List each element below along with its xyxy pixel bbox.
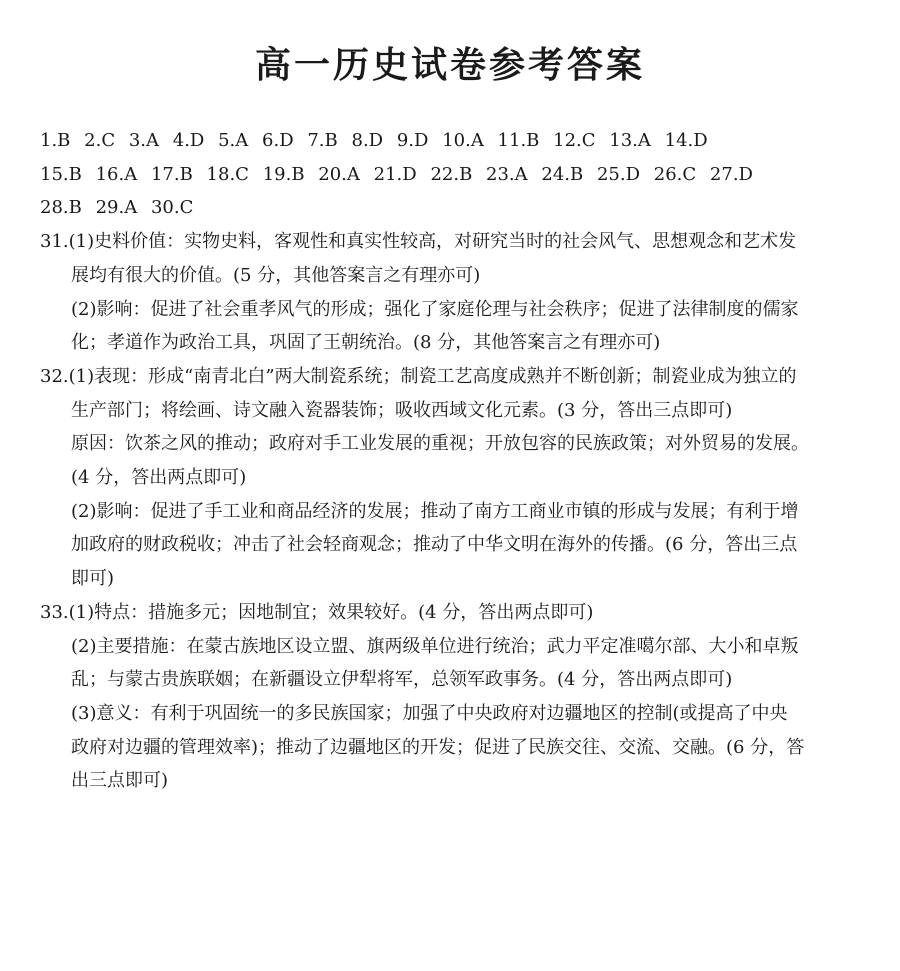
mc-answer: 4.D xyxy=(172,130,205,151)
answer-line: 即可) xyxy=(71,568,115,590)
mc-answer: 14.D xyxy=(664,130,708,151)
mc-answer: 2.C xyxy=(84,130,116,151)
answer-line: 32.(1)表现：形成“南青北白”两大制瓷系统；制瓷工艺高度成熟并不断创新；制瓷业成为独立的 xyxy=(40,365,797,387)
mc-answer: 18.C xyxy=(206,163,249,185)
mc-row xyxy=(40,191,860,225)
mc-row xyxy=(40,158,860,192)
page-title: 高一历史试卷参考答案 xyxy=(254,45,645,86)
mc-answer: 1.B xyxy=(40,130,71,151)
mc-answer: 5.A xyxy=(218,130,249,151)
answer-line: (4 分，答出两点即可) xyxy=(71,467,247,489)
mc-answer: 21.D xyxy=(373,163,417,185)
mc-answer: 28.B xyxy=(40,197,82,219)
mc-answer: 17.B xyxy=(150,163,193,185)
answer-line: 加政府的财政税收；冲击了社会轻商观念；推动了中华文明在海外的传播。(6 分，答出三点 xyxy=(71,534,798,556)
mc-answer: 20.A xyxy=(318,163,360,185)
mc-answer: 9.D xyxy=(396,130,429,151)
answer-line: 政府对边疆的管理效率)；推动了边疆地区的开发；促进了民族交往、交流、交融。(6 分，答 xyxy=(71,736,805,758)
mc-answer: 6.D xyxy=(262,130,294,151)
mc-answer: 3.A xyxy=(128,130,160,151)
answer-line: (2)影响：促进了社会重孝风气的形成；强化了家庭伦理与社会秩序；促进了法律制度的儒家 xyxy=(71,298,799,320)
mc-answer: 25.D xyxy=(596,163,641,185)
mc-answer: 27.D xyxy=(709,163,753,185)
question-33-answer xyxy=(40,596,860,798)
answer-line: (2)影响：促进了手工业和商品经济的发展；推动了南方工商业市镇的形成与发展；有利于增 xyxy=(71,500,799,522)
mc-answer: 10.A xyxy=(442,130,484,151)
answer-line: 生产部门；将绘画、诗文融入瓷器装饰；吸收西域文化元素。(3 分，答出三点即可) xyxy=(71,399,733,421)
mc-answer: 8.D xyxy=(351,130,384,151)
multiple-choice-answers xyxy=(40,124,860,225)
mc-answer: 22.B xyxy=(430,163,473,185)
answer-line: (2)主要措施：在蒙古族地区设立盟、旗两级单位进行统治；武力平定准噶尔部、大小和卓叛 xyxy=(71,635,799,657)
answer-line: 化；孝道作为政治工具，巩固了王朝统治。(8 分，其他答案言之有理亦可) xyxy=(71,332,661,354)
mc-answer: 29.A xyxy=(95,197,138,219)
mc-answer: 13.A xyxy=(609,130,651,151)
mc-answer: 26.C xyxy=(653,163,697,185)
answer-line: 33.(1)特点：措施多元；因地制宜；效果较好。(4 分，答出两点即可) xyxy=(40,601,594,623)
mc-answer: 30.C xyxy=(150,197,194,219)
answer-line: 乱；与蒙古贵族联姻；在新疆设立伊犁将军，总领军政事务。(4 分，答出两点即可) xyxy=(71,669,733,691)
mc-answer: 7.B xyxy=(307,130,338,151)
answer-line: (3)意义：有利于巩固统一的多民族国家；加强了中央政府对边疆地区的控制(或提高了中央 xyxy=(71,702,788,724)
mc-answer: 15.B xyxy=(40,163,82,185)
answer-content xyxy=(40,124,860,798)
mc-answer: 24.B xyxy=(541,163,584,185)
question-31-answer xyxy=(40,225,860,360)
mc-answer: 19.B xyxy=(262,163,305,185)
mc-answer: 12.C xyxy=(553,130,596,151)
question-32-answer xyxy=(40,360,860,596)
mc-row xyxy=(40,124,860,158)
answer-line: 31.(1)史料价值：实物史料，客观性和真实性较高，对研究当时的社会风气、思想观念和艺术发 xyxy=(40,231,797,253)
answer-line: 展均有很大的价值。(5 分，其他答案言之有理亦可) xyxy=(71,264,481,286)
answer-line: 出三点即可) xyxy=(71,770,169,792)
answer-line: 原因：饮茶之风的推动；政府对手工业发展的重视；开放包容的民族政策；对外贸易的发展。 xyxy=(71,433,809,455)
mc-answer: 16.A xyxy=(95,163,138,185)
mc-answer: 11.B xyxy=(497,130,540,151)
mc-answer: 23.A xyxy=(486,163,528,185)
